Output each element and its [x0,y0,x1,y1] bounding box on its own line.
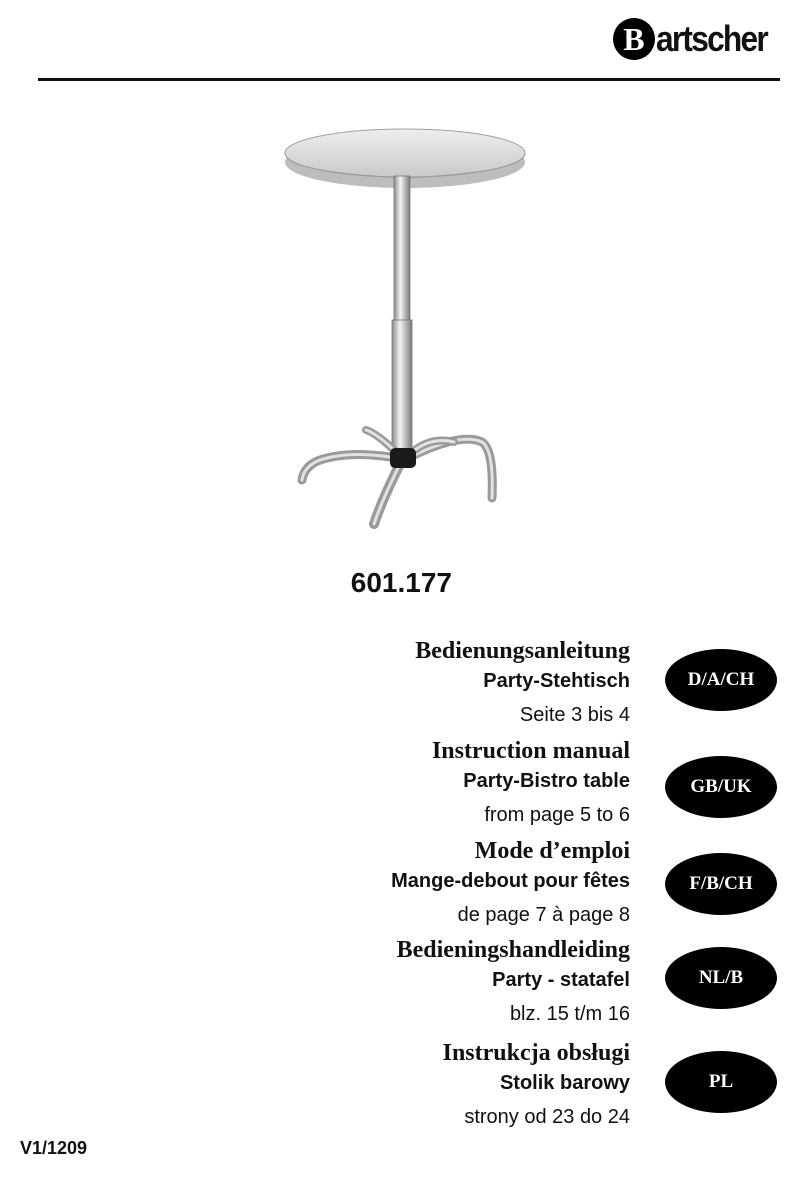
badge-pl: PL [665,1051,777,1113]
section-pages: blz. 15 t/m 16 [509,1003,630,1025]
section-pages: de page 7 à page 8 [457,904,630,926]
section-title: Bedieningshandleiding [396,937,630,963]
section-product: Party-Bistro table [463,770,630,792]
section-nl [110,935,630,1029]
section-title: Instrukcja obsługi [442,1040,630,1066]
section-pl [110,1038,630,1132]
logo-letter: B [613,18,655,60]
badge-de: D/A/CH [665,649,777,711]
section-product: Party - statafel [492,969,630,991]
section-fr [110,836,630,930]
logo-text: artscher [655,18,767,59]
section-pages: Seite 3 bis 4 [519,704,630,726]
header-rule [38,78,780,81]
section-pages: strony od 23 do 24 [464,1106,630,1128]
section-product: Party-Stehtisch [483,670,630,692]
section-de [110,636,630,730]
section-title: Bedienungsanleitung [415,638,630,664]
section-product: Stolik barowy [499,1072,630,1094]
version-label: V1/1209 [20,1138,88,1158]
section-product: Mange-debout pour fêtes [391,870,630,892]
section-gb [110,736,630,830]
badge-gb: GB/UK [665,756,777,818]
section-title: Instruction manual [431,738,630,764]
section-pages: from page 5 to 6 [484,804,630,826]
badge-fr: F/B/CH [665,853,777,915]
bartscher-logo [613,18,782,60]
badge-nl: NL/B [665,947,777,1009]
model-number: 601.177 [350,567,452,598]
bistro-table-image [270,120,540,540]
section-title: Mode d’emploi [474,838,630,864]
